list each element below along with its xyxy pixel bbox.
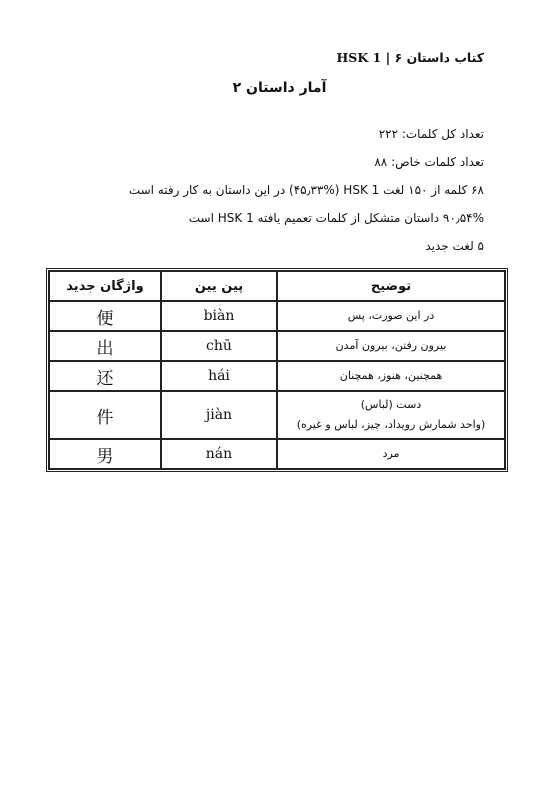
table-row: [49, 361, 505, 391]
header-description: توضیح: [277, 271, 505, 301]
description-line: دست (لباس): [360, 398, 422, 411]
header-separator: |: [385, 50, 391, 65]
row-description: [277, 301, 505, 331]
header-pinyin: پین یین: [161, 271, 277, 301]
stat-new-words: ۵ لغت جدید: [425, 239, 484, 253]
row-description: [277, 391, 505, 439]
row-description: [277, 361, 505, 391]
description-line: همچنین، هنوز، همچنان: [339, 369, 443, 382]
table-header-row: [49, 271, 505, 301]
description-line: بیرون رفتن، بیرون آمدن: [335, 339, 447, 352]
table-row: [49, 301, 505, 331]
row-pinyin: biàn: [161, 301, 277, 331]
table-row: [49, 439, 505, 469]
stat-hsk-words-used: ۶۸ کلمه از ۱۵۰ لغت HSK 1 (۴۵٫۳۳%) در این داستان به کار رفته است: [128, 183, 484, 197]
description-line: (واحد شمارش رویداد، چیز، لباس و غیره): [296, 418, 486, 431]
row-pinyin: nán: [161, 439, 277, 469]
stat-hsk-coverage: ۹۰٫۵۴% داستان متشکل از کلمات تعمیم یافته HSK 1 است: [188, 211, 484, 225]
running-header: [337, 50, 485, 65]
row-description: [277, 331, 505, 361]
row-word: 男: [49, 439, 161, 469]
table-row: [49, 391, 505, 439]
row-word: 出: [49, 331, 161, 361]
book-label: کتاب داستان: [406, 50, 484, 65]
row-description: [277, 439, 505, 469]
hsk-level: HSK 1: [336, 50, 382, 65]
description-line: مرد: [382, 447, 400, 460]
vocabulary-table: [46, 268, 508, 472]
row-word: 还: [49, 361, 161, 391]
description-line: در این صورت، پس: [347, 309, 435, 322]
row-pinyin: jiàn: [161, 391, 277, 439]
row-pinyin: chū: [161, 331, 277, 361]
table-row: [49, 331, 505, 361]
stats-list: [64, 120, 484, 260]
row-word: 件: [49, 391, 161, 439]
row-pinyin: hái: [161, 361, 277, 391]
stat-total-words: تعداد کل کلمات: ۲۲۲: [378, 127, 484, 141]
page-number: ۶: [394, 50, 403, 65]
stat-unique-words: تعداد کلمات خاص: ۸۸: [374, 155, 484, 169]
header-new-words: واژگان جدید: [49, 271, 161, 301]
page-title: آمار داستان ۲: [232, 80, 327, 96]
row-word: 便: [49, 301, 161, 331]
